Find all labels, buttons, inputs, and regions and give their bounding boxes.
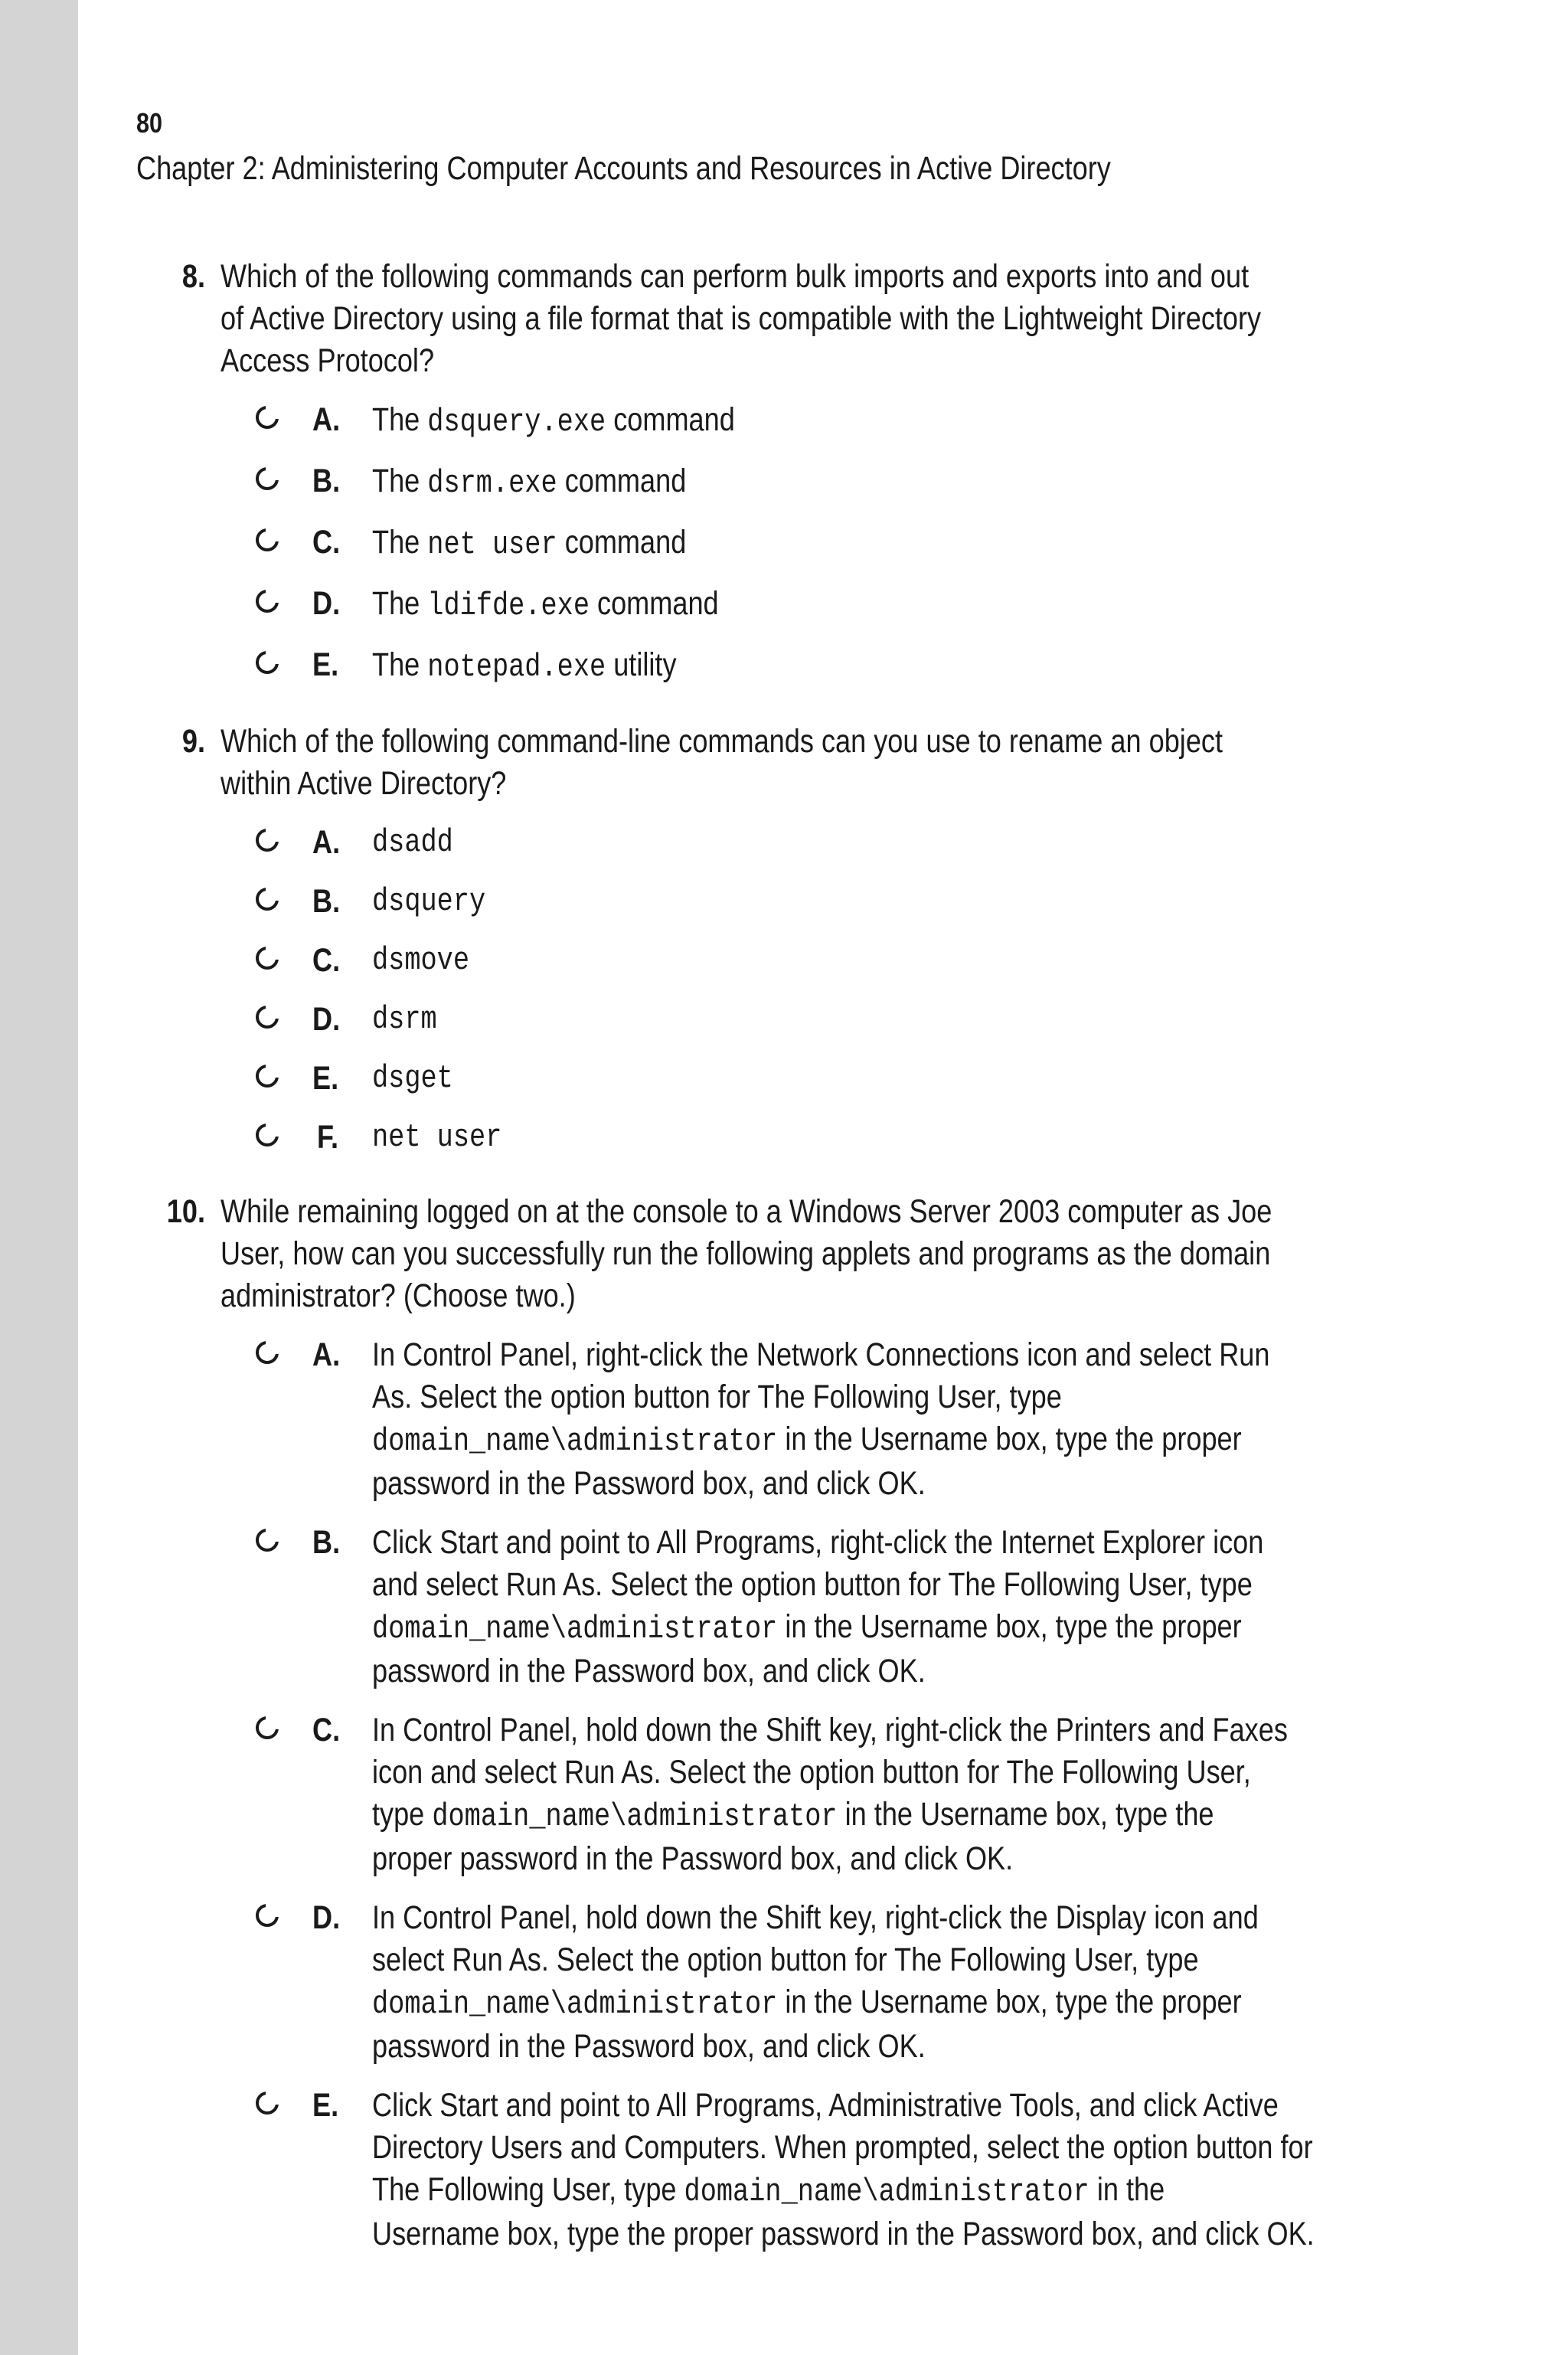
option-text: The ldifde.exe command xyxy=(372,585,719,624)
option-text: Click Start and point to All Programs, right-click the Internet Explorer icon and select Run As. Select the option button for The Following User, type domain_name\administrator in the Username box, type the proper password in the Password box, and click OK. xyxy=(372,1524,1264,1689)
option-letter: C. xyxy=(312,942,341,979)
answer-option-f[interactable] xyxy=(136,1117,1438,1159)
answer-option-b[interactable] xyxy=(136,460,1438,505)
radio-button-icon[interactable] xyxy=(256,590,279,613)
answer-option-e[interactable] xyxy=(136,644,1438,689)
option-text: In Control Panel, hold down the Shift key, right-click the Display icon and select Run As. Select the option button for The Following User, type domain_name\administrator in the Username box, type the proper password in the Password box, and click OK. xyxy=(372,1899,1259,2065)
answer-option-b[interactable] xyxy=(136,1522,1438,1693)
option-text: dsget xyxy=(372,1060,453,1097)
answer-option-a[interactable] xyxy=(136,1334,1438,1505)
answer-option-d[interactable] xyxy=(136,1897,1438,2068)
option-letter: D. xyxy=(312,585,341,622)
answer-option-c[interactable] xyxy=(136,522,1438,566)
radio-button-icon[interactable] xyxy=(256,528,279,551)
option-letter: B. xyxy=(312,883,341,920)
option-text: Click Start and point to All Programs, Administrative Tools, and click Active Directory Users and Computers. When prompted, select the option button for The Following User, type domain_name\administrator in the Username box, type the proper password in the Password box, and click OK. xyxy=(372,2087,1315,2252)
option-letter: C. xyxy=(312,1712,341,1748)
option-letter: D. xyxy=(312,1899,341,1936)
option-text: The notepad.exe utility xyxy=(372,646,677,685)
radio-button-icon[interactable] xyxy=(256,947,279,970)
radio-button-icon[interactable] xyxy=(256,1341,279,1364)
option-letter: E. xyxy=(312,1060,339,1097)
radio-button-icon[interactable] xyxy=(256,2092,279,2115)
question-number: 9. xyxy=(181,723,205,760)
option-letter: A. xyxy=(312,1336,341,1373)
option-letter: F. xyxy=(317,1119,339,1156)
radio-button-icon[interactable] xyxy=(256,1065,279,1088)
option-letter: A. xyxy=(312,824,341,861)
answer-option-c[interactable] xyxy=(136,1709,1438,1880)
option-letter: B. xyxy=(312,1524,341,1561)
option-text: net user xyxy=(372,1119,502,1156)
page-gutter-band xyxy=(0,0,78,2355)
page-number: 80 xyxy=(136,107,163,139)
question-10 xyxy=(136,1191,1438,2255)
radio-button-icon[interactable] xyxy=(256,888,279,911)
question-8 xyxy=(136,256,1438,689)
option-text: dsrm xyxy=(372,1001,437,1038)
option-text: dsadd xyxy=(372,824,453,861)
option-letter: E. xyxy=(312,2087,339,2124)
option-text: dsquery xyxy=(372,883,486,920)
option-text: The dsrm.exe command xyxy=(372,463,687,502)
question-text: Which of the following commands can perform bulk imports and exports into and out of Active Directory using a file format that is compatible with the Lightweight Directory Access Protocol? xyxy=(220,258,1262,379)
option-text: dsmove xyxy=(372,942,470,979)
option-letter: A. xyxy=(312,401,341,438)
radio-button-icon[interactable] xyxy=(256,406,279,429)
option-text: The net user command xyxy=(372,524,687,563)
option-text: The dsquery.exe command xyxy=(372,401,735,440)
answer-option-d[interactable] xyxy=(136,999,1438,1041)
answer-option-e[interactable] xyxy=(136,2085,1438,2255)
question-list xyxy=(136,256,1438,2288)
answer-option-a[interactable] xyxy=(136,822,1438,864)
radio-button-icon[interactable] xyxy=(256,1124,279,1146)
question-number: 10. xyxy=(166,1193,205,1230)
answer-option-b[interactable] xyxy=(136,881,1438,923)
answer-option-a[interactable] xyxy=(136,399,1438,443)
question-text: Which of the following command-line commands can you use to rename an object within Active Directory? xyxy=(220,723,1223,802)
question-text: While remaining logged on at the console to a Windows Server 2003 computer as Joe User, how can you successfully run the following applets and programs as the domain administrator? (Choose two.) xyxy=(220,1193,1272,1314)
question-number: 8. xyxy=(181,258,205,295)
option-letter: D. xyxy=(312,1001,341,1038)
question-9 xyxy=(136,721,1438,1159)
radio-button-icon[interactable] xyxy=(256,1006,279,1029)
option-text: In Control Panel, right-click the Network Connections icon and select Run As. Select the option button for The Following User, type domain_name\administrator in the Username box, type the proper password in the Password box, and click OK. xyxy=(372,1336,1270,1502)
running-head: Chapter 2: Administering Computer Accounts and Resources in Active Directory xyxy=(136,150,1111,187)
answer-option-c[interactable] xyxy=(136,940,1438,982)
option-text: In Control Panel, hold down the Shift key, right-click the Printers and Faxes icon and select Run As. Select the option button for The Following User, type domain_name\administrator in the Username box, type the proper password in the Password box, and click OK. xyxy=(372,1712,1288,1877)
radio-button-icon[interactable] xyxy=(256,1716,279,1739)
radio-button-icon[interactable] xyxy=(256,467,279,490)
radio-button-icon[interactable] xyxy=(256,1529,279,1552)
answer-option-e[interactable] xyxy=(136,1058,1438,1100)
option-letter: B. xyxy=(312,463,341,499)
radio-button-icon[interactable] xyxy=(256,829,279,852)
answer-option-d[interactable] xyxy=(136,583,1438,627)
radio-button-icon[interactable] xyxy=(256,1904,279,1927)
option-letter: C. xyxy=(312,524,341,561)
option-letter: E. xyxy=(312,646,339,683)
radio-button-icon[interactable] xyxy=(256,651,279,674)
